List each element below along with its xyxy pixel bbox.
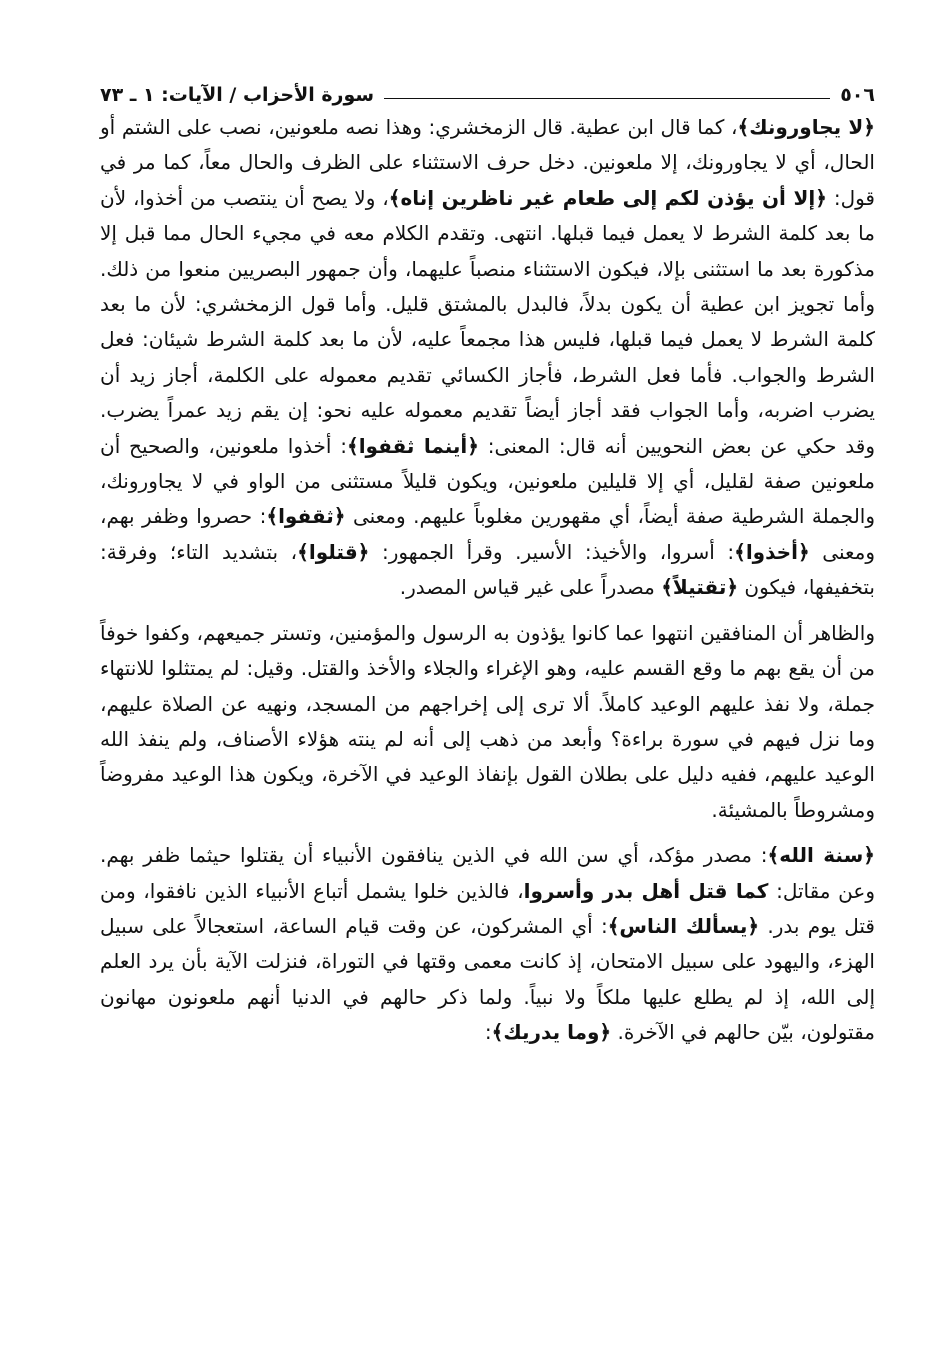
paragraph-text: مصدراً على غير قياس المصدر. (399, 575, 662, 600)
paragraph-text: : مصدر مؤكد، أي سن الله في الذين ينافقون الأنبياء أن يقتلوا حيثما ظفر بهم. وعن مقاتل: (100, 843, 875, 903)
paragraph-text: ، كما قال ابن عطية. قال الزمخشري: وهذا نصه ملعونين، نصب على الشتم أو الحال، أي لا يجاورونك، إلا ملعونين. دخل حرف الاستثناء على الظرف والحال معاً، كما مر في قول: (100, 115, 875, 210)
running-header (100, 72, 875, 106)
header-rule (384, 98, 830, 99)
paragraph-text: ، بتشديد التاء؛ وفرقة: بتخفيفها، فيكون (100, 539, 875, 600)
quran-quote: ﴿أينما ثقفوا﴾ (346, 433, 479, 458)
quran-quote: ﴿يسألك الناس﴾ (607, 913, 760, 938)
paragraph-text: : أخذوا ملعونين، والصحيح أن ملعونين صفة لقليل، أي إلا قليلين ملعونين، ويكون قليلاً مستثنى من الواو في لا يجاورونك، والجملة الشرطية صفة أيضاً، أي مقهورين مغلوباً عليهم. ومعنى (100, 433, 876, 529)
paragraph-text: : (484, 1020, 492, 1045)
sura-title: سورة الأحزاب / الآيات: ١ ـ ٧٣ (100, 84, 375, 106)
quran-quote: ﴿أخذوا﴾ (734, 539, 810, 564)
quran-quote: ﴿تقتيلاً﴾ (661, 575, 739, 600)
paragraph-text: : أي المشركون، عن وقت قيام الساعة، استعجالاً على سبيل الهزء، واليهود على سبيل الامتحان، إذ كانت معمى وقتها في التوراة، فنزلت الآية بأن يرد العلم إلى الله، إذ لم يطلع عليها ملكاً ولا نبياً. ولما ذكر حالهم في الدنيا أنهم ملعونون مهانون مقتولون، بيّن حالهم في الآخرة. (100, 913, 875, 1045)
paragraph-text: ، ولا يصح أن ينتصب من أخذوا، لأن ما بعد كلمة الشرط لا يعمل فيما قبلها. انتهى. وتقدم الكلام معه في مجيء الحال مما قبل إلا مذكورة بعد ما استثنى بإلا، فيكون الاستثناء منصباً عليهما، وأن جمهور البصريين منعوا من ذلك. وأما تجويز ابن عطية أن يكون بدلاً، فالبدل بالمشتق قليل. وأما قول الزمخشري: لأن ما بعد كلمة الشرط لا يعمل فيما قبلها، فليس هذا مجمعاً عليه، لأن ما بعد كلمة الشرط شيئان: فعل الشرط والجواب. فأما فعل الشرط، فأجاز الكسائي تقديم معموله على الكلمة، أجاز زيد أن يضرب اضربه، وأما الجواب فقد أجاز أيضاً تقديم معموله عليه نحو: إن يقم زيد عمراً يضرب. وقد حكي عن بعض النحويين أنه قال: المعنى: (100, 185, 875, 458)
paragraph-text: والظاهر أن المنافقين انتهوا عما كانوا يؤذون به الرسول والمؤمنين، وتستر جميعهم، وكفوا خوفاً من أن يقع بهم ما وقع القسم عليه، وهو الإغراء والجلاء والأخذ والقتل. وقيل: لم يمتثلوا للانتهاء جملة، ولا نفذ عليهم الوعيد كاملاً. ألا ترى إلى إخراجهم من المسجد، ونهيه عن الصلاة عليهم، وما نزل فيهم في سورة براءة؟ وأبعد من ذهب إلى أنه لم ينته هؤلاء الأصناف، ولم ينفذ الله الوعيد عليهم، ففيه دليل على بطلان القول بإنفاذ الوعيد في الآخرة، ويكون هذا الوعيد مفروضاً ومشروطاً بالمشيئة. (100, 620, 875, 822)
paragraph-text: : حصروا وظفر بهم، ومعنى (100, 504, 875, 564)
quran-quote: ﴿وما يدريك﴾ (491, 1020, 612, 1045)
quran-quote: ﴿سنة الله﴾ (767, 843, 875, 868)
paragraph-1 (100, 110, 875, 606)
quran-quote: ﴿لا يجاورونك﴾ (737, 115, 875, 139)
page-number: ٥٠٦ (840, 84, 875, 106)
quran-quote: ﴿قتلوا﴾ (297, 539, 370, 564)
paragraph-text: : أسروا، والأخيذ: الأسير. وقرأ الجمهور: (369, 539, 735, 564)
paragraph-2 (100, 616, 875, 828)
quran-quote: ﴿إلا أن يؤذن لكم إلى طعام غير ناظرين إناه﴾ (388, 185, 827, 210)
page (100, 72, 875, 1051)
quran-quote: ﴿ثقفوا﴾ (266, 504, 346, 529)
paragraph-3 (100, 838, 875, 1050)
emphasized-text: كما قتل أهل بدر وأسروا (523, 878, 769, 903)
paragraph-text: ، فالذين خلوا يشمل أتباع الأنبياء الذين نافقوا، ومن قتل يوم بدر. (100, 878, 875, 938)
